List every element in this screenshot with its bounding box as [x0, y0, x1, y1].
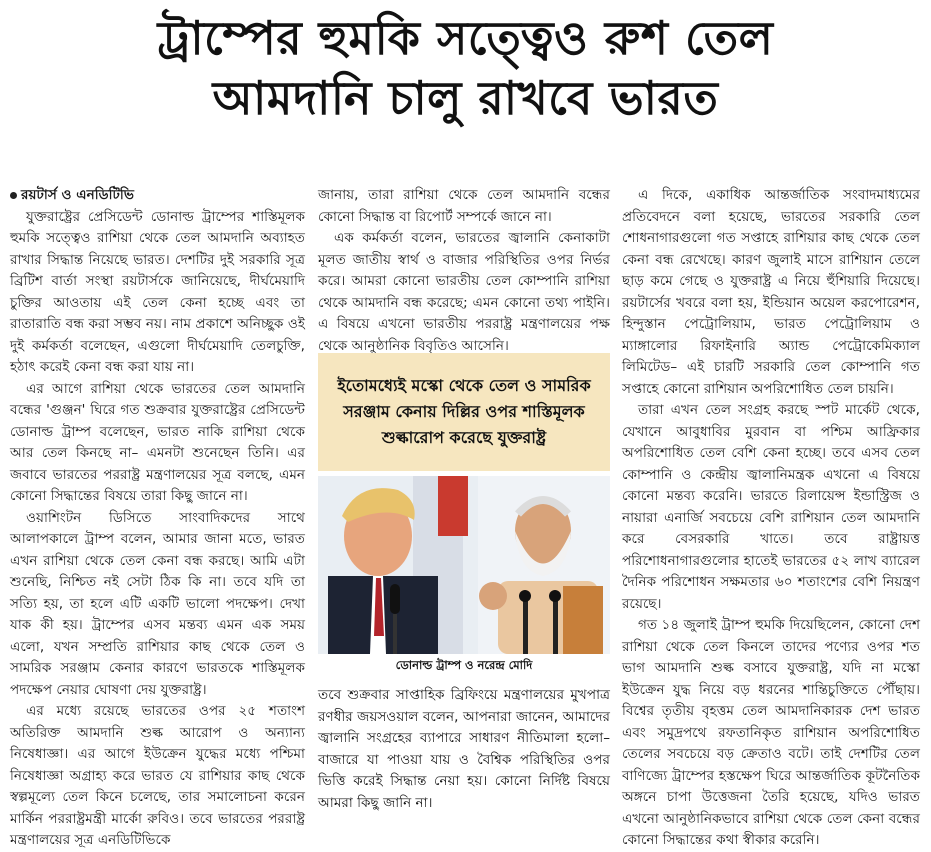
byline-text: রয়টার্স ও এনডিটিভি — [21, 187, 134, 203]
bullet-icon — [10, 192, 17, 199]
photo-caption: ডোনাল্ড ট্রাম্প ও নরেন্দ্র মোদি — [395, 658, 533, 672]
paragraph: ওয়াশিংটন ডিসিতে সাংবাদিকদের সাথে আলাপকালে ট্রাম্প বলেন, আমার জানা মতে, ভারত এখন রাশিয়া থেকে তেল কেনা বন্ধ করছে। আমি এটা শুনেছি, নিশ্চিত নই সেটা ঠিক কি না। তবে যদি তা সত্যি হয়, তা হলে এটি একটি ভালো পদক্ষেপ। দেখা যাক কী হয়। ট্রাম্পের এসব মন্তব্য এমন এক সময় এলো, যখন সম্প্রতি রাশিয়ার কাছ থেকে তেল ও সামরিক সরঞ্জাম কেনার কারণে ভারতকে শাস্তিমূলক পদক্ষেপ নেয়ার ঘোষণা দেয় যুক্তরাষ্ট্র। — [10, 509, 305, 698]
photo-trump-modi — [318, 476, 610, 654]
article-column-2-bottom — [318, 685, 610, 814]
paragraph: গত ১৪ জুলাই ট্রাম্প হুমকি দিয়েছিলেন, কোনো দেশ রাশিয়া থেকে তেল কিনলে তাদের পণ্যের ওপর শত ভাগ আমদানি শুল্ক বসাবে যুক্তরাষ্ট্র, যদি না মস্কো ইউক্রেন যুদ্ধ নিয়ে বড় ধরনের শান্তিচুক্তিতে পৌঁছায়। বিশ্বের তৃতীয় বৃহত্তম তেল আমদানিকারক দেশ ভারত এবং সমুদ্রপথে রফতানিকৃত রাশিয়ান অপরিশোধিত তেলের সবচেয়ে বড় ক্রেতাও বটে। তাই দেশটির তেল বাণিজ্যে ট্রাম্পের হস্তক্ষেপ ঘিরে আন্তর্জাতিক কূটনৈতিক অঙ্গনে চাপা উত্তেজনা তৈরি হয়েছে, যদিও ভারত এখনো আনুষ্ঠানিকভাবে রাশিয়া থেকে তেল কেনা বন্ধের কোনো সিদ্ধান্তের কথা স্বীকার করেনি। — [622, 617, 920, 848]
headline-line-2: আমদানি চালু রাখবে ভারত — [212, 71, 719, 125]
photo-illustration — [318, 476, 610, 654]
pull-quote — [318, 353, 610, 471]
paragraph: এর মধ্যে রয়েছে ভারতের ওপর ২৫ শতাংশ অতিরিক্ত আমদানি শুল্ক আরোপ ও অন্যান্য নিষেধাজ্ঞা। এর আগে ইউক্রেন যুদ্ধের মধ্যে পশ্চিমা নিষেধাজ্ঞা অগ্রাহ্য করে ভারত যে রাশিয়ার কাছ থেকে স্বল্পমূল্যে তেল কিনে চলেছে, তার সমালোচনা করেন মার্কিন পররাষ্ট্রমন্ত্রী মার্কো রুবিও। তবে ভারতের পররাষ্ট্র মন্ত্রণালয়ের সূত্র এনডিটিভিকে — [10, 703, 305, 848]
paragraph: জানায়, তারা রাশিয়া থেকে তেল আমদানি বন্ধের কোনো সিদ্ধান্ত বা রিপোর্ট সম্পর্কে জানে না। — [318, 187, 610, 225]
paragraph: তবে শুক্রবার সাপ্তাহিক ব্রিফিংয়ে মন্ত্রণালয়ের মুখপাত্র রণধীর জয়সওয়াল বলেন, আপনারা জানেন, আমাদের জ্বালানি সংগ্রহের ব্যাপারে সাধারণ নীতিমালা হলো– বাজারে যা পাওয়া যায় ও বৈশ্বিক পরিস্থিতির ওপর ভিত্তি করেই সিদ্ধান্ত নেয়া হয়। কোনো নির্দিষ্ট বিষয়ে আমরা কিছু জানি না। — [318, 687, 610, 811]
paragraph: এ দিকে, একাধিক আন্তর্জাতিক সংবাদমাধ্যমের প্রতিবেদনে বলা হয়েছে, ভারতের সরকারি তেল শোধনাগারগুলো গত সপ্তাহে রাশিয়ার কাছ থেকে তেল কেনা বন্ধ রেখেছে। কারণ জুলাই মাসে রাশিয়ান তেলে ছাড় কমে গেছে ও যুক্তরাষ্ট্র এ নিয়ে হুঁশিয়ারি দিয়েছে। রয়টার্সের খবরে বলা হয়, ইন্ডিয়ান অয়েল করপোরেশন, হিন্দুস্তান পেট্রোলিয়াম, ভারত পেট্রোলিয়াম ও ম্যাঙ্গালোর রিফাইনারি অ্যান্ড পেট্রোকেমিক্যাল লিমিটেড– এই চারটি সরকারি তেল কোম্পানি গত সপ্তাহে কোনো রাশিয়ান অপরিশোধিত তেল চায়নি। — [622, 187, 920, 397]
paragraph: তারা এখন তেল সংগ্রহ করছে স্পট মার্কেট থেকে, যেখানে আবুধাবির মুরবান বা পশ্চিম আফ্রিকার অপরিশোধিত তেল বেশি কেনা হচ্ছে। তবে এসব তেল কোম্পানি ও কেন্দ্রীয় জ্বালানিমন্ত্রক এখনো এ বিষয়ে কোনো মন্তব্য করেনি। ভারতে রিলায়েন্স ইন্ডাস্ট্রিজ ও নায়ারা এনার্জি সবচেয়ে বেশি রাশিয়ান তেল আমদানি করে বেসরকারি খাতে। তবে রাষ্ট্রায়ত্ত পরিশোধনাগারগুলোর হাতেই ভারতের ৫২ লাখ ব্যারেল দৈনিক পরিশোধন সক্ষমতার ৬০ শতাংশের বেশি নিয়ন্ত্রণ রয়েছে। — [622, 402, 920, 612]
paragraph: যুক্তরাষ্ট্রের প্রেসিডেন্ট ডোনাল্ড ট্রাম্পের শাস্তিমূলক হুমকি সত্ত্বেও রাশিয়া থেকে তেল আমদানি অব্যাহত রাখার সিদ্ধান্ত নিয়েছে ভারত। দেশটির দুই সরকারি সূত্র ব্রিটিশ বার্তা সংস্থা রয়টার্সকে জানিয়েছে, দীর্ঘমেয়াদি চুক্তির আওতায় এই তেল কেনা হচ্ছে এবং তা রাতারাতি বন্ধ করা সম্ভব নয়। নাম প্রকাশে অনিচ্ছুক ওই দুই কর্মকর্তা বলেছেন, এগুলো দীর্ঘমেয়াদি তেলচুক্তি, হঠাৎ করেই কেনা বন্ধ করা যায় না। — [10, 208, 305, 375]
headline — [0, 8, 931, 128]
article-column-3 — [622, 185, 920, 852]
article-column-1 — [10, 185, 305, 852]
paragraph: এর আগে রাশিয়া থেকে ভারতের তেল আমদানি বন্ধের 'গুঞ্জন' ঘিরে গত শুক্রবার যুক্তরাষ্ট্রের প্রেসিডেন্ট ডোনাল্ড ট্রাম্প বলেছেন, ভারত নাকি রাশিয়া থেকে আর তেল কিনছে না– এমনটা শুনেছেন তিনি। এর জবাবে ভারতের পররাষ্ট্র মন্ত্রণালয়ের সূত্র বলছে, এমন কোনো সিদ্ধান্তের বিষয়ে তারা কিছু জানে না। — [10, 380, 305, 504]
headline-line-1: ট্রাম্পের হুমকি সত্ত্বেও রুশ তেল — [157, 11, 774, 65]
article-column-2-top — [318, 185, 610, 357]
pull-quote-text: ইতোমধ্যেই মস্কো থেকে তেল ও সামরিক সরঞ্জাম কেনায় দিল্লির ওপর শাস্তিমূলক শুল্কারোপ করেছে যুক্তরাষ্ট্র — [337, 376, 591, 447]
byline — [10, 185, 305, 207]
paragraph: এক কর্মকর্তা বলেন, ভারতের জ্বালানি কেনাকাটা মূলত জাতীয় স্বার্থ ও বাজার পরিস্থিতির ওপর নির্ভর করে। আমরা কোনো ভারতীয় তেল কোম্পানি রাশিয়া থেকে আমদানি বন্ধ করেছে; এমন কোনো তথ্য পাইনি। এ বিষয়ে এখনো ভারতীয় পররাষ্ট্র মন্ত্রণালয়ের পক্ষ থেকে আনুষ্ঠানিক বিবৃতিও আসেনি। — [318, 230, 610, 354]
